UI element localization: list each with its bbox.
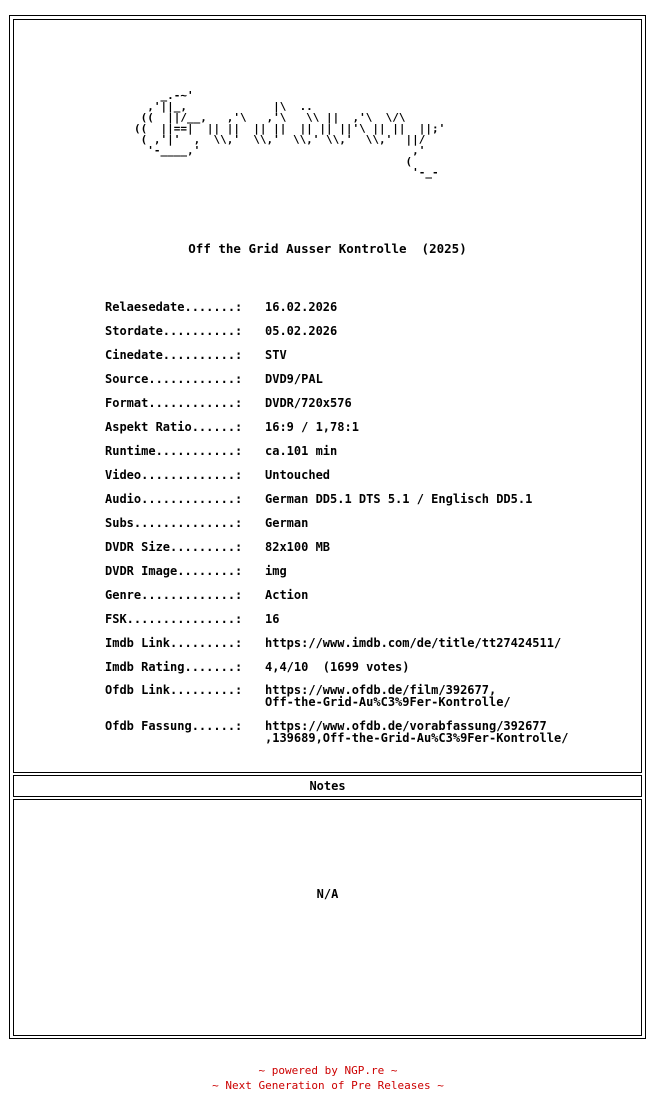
info-value: ca.101 min (265, 444, 338, 458)
info-label: Audio.............: (105, 492, 243, 506)
info-row-audio (105, 492, 625, 516)
info-value: German (265, 516, 309, 530)
info-label: Source............: (105, 372, 243, 386)
info-row-aspect-ratio (105, 420, 625, 444)
notes-header (13, 775, 642, 797)
info-row-cinedate (105, 348, 625, 372)
info-label: Stordate..........: (105, 324, 243, 338)
info-label: Aspekt Ratio......: (105, 420, 243, 434)
info-row-dvdr-image (105, 564, 625, 588)
info-label: Format............: (105, 396, 243, 410)
info-label: Subs..............: (105, 516, 243, 530)
info-row-imdb-link (105, 636, 625, 660)
release-title: Off the Grid Ausser Kontrolle (2025) (188, 241, 467, 256)
info-value: 16.02.2026 (265, 300, 338, 314)
footer-powered-by[interactable]: ~ powered by NGP.re ~ (258, 1064, 398, 1077)
info-value: STV (265, 348, 287, 362)
info-value: img (265, 564, 287, 578)
logo-art: _.-~' ,'||_, |\ .. (( ||/__, ,'\ ,'\ \\ || ,'\ \/\ (( ||==| || || || || || || ||'\ || || ||;' ( ,'|' , \\,' \\,' \\,' \\,' \\,' ||/ '-____,' ,' ( '-_- (134, 89, 446, 179)
notes-title: Notes (309, 779, 346, 793)
ofdb-link[interactable] (265, 684, 511, 720)
info-label: Ofdb Link.........: (105, 683, 243, 697)
info-row-ofdb-link (105, 684, 625, 720)
info-label: Runtime...........: (105, 444, 243, 458)
info-row-subs (105, 516, 625, 540)
release-info-list (105, 300, 625, 756)
imdb-link[interactable]: https://www.imdb.com/de/title/tt27424511/ (265, 636, 562, 650)
info-row-runtime (105, 444, 625, 468)
info-value: Action (265, 588, 309, 602)
info-value: 82x100 MB (265, 540, 331, 554)
info-label: Cinedate..........: (105, 348, 243, 362)
info-value: 16 (265, 612, 280, 626)
info-label: Ofdb Fassung......: (105, 719, 243, 733)
info-value: 16:9 / 1,78:1 (265, 420, 359, 434)
info-panel (13, 19, 642, 773)
info-label: Relaesedate.......: (105, 300, 243, 314)
ofdb-fassung-line1: https://www.ofdb.de/vorabfassung/392677 (265, 719, 547, 733)
info-value: DVD9/PAL (265, 372, 323, 386)
info-label: Imdb Rating.......: (105, 660, 243, 674)
notes-text: N/A (316, 887, 339, 901)
info-row-fsk (105, 612, 625, 636)
info-label: Video.............: (105, 468, 243, 482)
info-row-source (105, 372, 625, 396)
info-value: German DD5.1 DTS 5.1 / Englisch DD5.1 (265, 492, 533, 506)
ofdb-link-line2: Off-the-Grid-Au%C3%9Fer-Kontrolle/ (265, 695, 511, 709)
group-logo-ascii (134, 90, 534, 210)
notes-body (13, 799, 642, 1036)
info-row-stordate (105, 324, 625, 348)
footer-tagline: ~ Next Generation of Pre Releases ~ (212, 1079, 444, 1092)
info-row-genre (105, 588, 625, 612)
info-row-imdb-rating (105, 660, 625, 684)
info-value: Untouched (265, 468, 331, 482)
info-label: FSK...............: (105, 612, 243, 626)
info-row-format (105, 396, 625, 420)
ofdb-link-line1: https://www.ofdb.de/film/392677, (265, 683, 497, 697)
nfo-frame (9, 15, 646, 1039)
ofdb-fassung-line2: ,139689,Off-the-Grid-Au%C3%9Fer-Kontrolle/ (265, 731, 569, 745)
info-label: DVDR Image........: (105, 564, 243, 578)
info-value: 05.02.2026 (265, 324, 338, 338)
info-value: 4,4/10 (1699 votes) (265, 660, 410, 674)
info-label: Imdb Link.........: (105, 636, 243, 650)
info-row-releasedate (105, 300, 625, 324)
ofdb-fassung-link[interactable] (265, 720, 568, 756)
info-row-dvdr-size (105, 540, 625, 564)
info-row-video (105, 468, 625, 492)
info-label: DVDR Size.........: (105, 540, 243, 554)
info-value: DVDR/720x576 (265, 396, 352, 410)
info-row-ofdb-fassung (105, 720, 625, 756)
info-label: Genre.............: (105, 588, 243, 602)
